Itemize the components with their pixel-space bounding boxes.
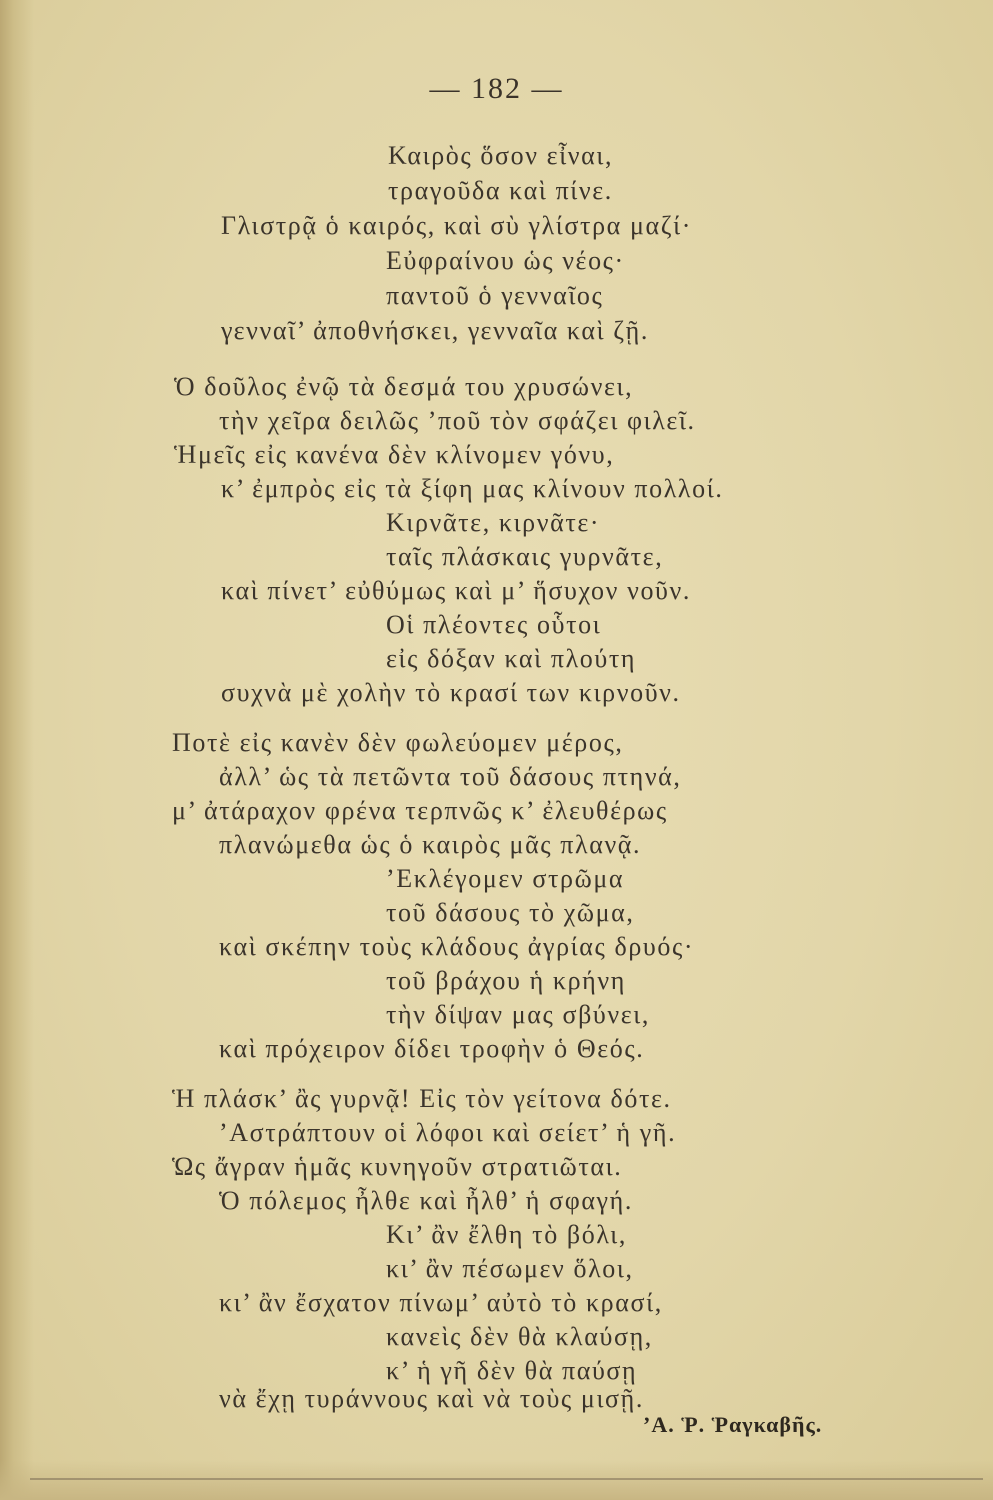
poem-line: Καιρὸς ὅσον εἶναι,	[388, 141, 614, 170]
poem-line: γενναῖ’ ἀποθνήσκει, γενναῖα καὶ ζῇ.	[221, 316, 649, 345]
poem-line: κ’ ἡ γῆ δὲν θὰ παύσῃ	[386, 1356, 638, 1385]
poem-line: Κι’ ἂν ἔλθη τὸ βόλι,	[386, 1220, 627, 1249]
poem-line: πλανώμεθα ὡς ὁ καιρὸς μᾶς πλανᾷ.	[219, 830, 642, 859]
poem-line: κανεὶς δὲν θὰ κλαύσῃ,	[386, 1322, 653, 1351]
poem-line: Γλιστρᾷ ὁ καιρός, καὶ σὺ γλίστρα μαζί·	[221, 211, 692, 240]
poem-line: τὴν δίψαν μας σβύνει,	[386, 1000, 650, 1029]
page-bottom-shadow	[0, 1460, 993, 1500]
poem-line: τοῦ βράχου ἡ κρήνη	[386, 966, 626, 995]
page-number: — 182 —	[429, 72, 564, 105]
poem-line: τὴν χεῖρα δειλῶς ’ποῦ τὸν σφάζει φιλεῖ.	[219, 406, 696, 435]
poem-line: Ὡς ἄγραν ἡμᾶς κυνηγοῦν στρατιῶται.	[172, 1152, 623, 1181]
poem-line: εἰς δόξαν καὶ πλούτη	[386, 644, 637, 673]
poem-line: νὰ ἔχῃ τυράννους καὶ νὰ τοὺς μισῇ.	[219, 1384, 644, 1413]
poem-line: παντοῦ ὁ γενναῖος	[386, 281, 604, 310]
bottom-edge-line	[30, 1478, 983, 1480]
author-signature: ’Α. Ῥ. Ῥαγκαβῆς.	[643, 1412, 823, 1437]
poem-line: τραγοῦδα καὶ πίνε.	[388, 176, 613, 205]
poem-line: κι’ ἂν πέσωμεν ὅλοι,	[386, 1254, 634, 1283]
poem-line: Εὐφραίνου ὡς νέος·	[386, 246, 625, 275]
poem-line: καὶ πίνετ’ εὐθύμως καὶ μ’ ἥσυχον νοῦν.	[221, 576, 691, 605]
poem-line: καὶ πρόχειρον δίδει τροφὴν ὁ Θεός.	[219, 1034, 645, 1063]
page-binding-shadow	[0, 0, 34, 1500]
poem-line: ’Αστράπτουν οἱ λόφοι καὶ σείετ’ ἡ γῆ.	[219, 1118, 677, 1147]
poem-line: Ποτὲ εἰς κανὲν δὲν φωλεύομεν μέρος,	[172, 728, 624, 757]
poem-line: μ’ ἀτάραχον φρένα τερπνῶς κ’ ἐλευθέρως	[172, 796, 668, 825]
poem-line: τοῦ δάσους τὸ χῶμα,	[386, 898, 635, 927]
poem-line: κ’ ἐμπρὸς εἰς τὰ ξίφη μας κλίνουν πολλοί.	[221, 474, 724, 503]
poem-line: Ἡ πλάσκ’ ἂς γυρνᾷ! Εἰς τὸν γείτονα δότε.	[172, 1084, 672, 1113]
poem-line: ’Εκλέγομεν στρῶμα	[386, 864, 625, 893]
poem-line: κι’ ἂν ἔσχατον πίνωμ’ αὐτὸ τὸ κρασί,	[219, 1288, 663, 1317]
poem-line: Οἱ πλέοντες οὗτοι	[386, 610, 602, 639]
poem-line: ἀλλ’ ὡς τὰ πετῶντα τοῦ δάσους πτηνά,	[219, 762, 682, 791]
poem-line: καὶ σκέπην τοὺς κλάδους ἀγρίας δρυός·	[219, 932, 695, 961]
poem-line: Ὁ πόλεμος ἦλθε καὶ ἦλθ’ ἡ σφαγή.	[219, 1186, 633, 1215]
poem-line: Ὁ δοῦλος ἐνῷ τὰ δεσμά του χρυσώνει,	[174, 372, 634, 401]
poem-line: ταῖς πλάσκαις γυρνᾶτε,	[386, 542, 664, 571]
poem-line: συχνὰ μὲ χολὴν τὸ κρασί των κιρνοῦν.	[221, 678, 681, 707]
poem-line: Ἡμεῖς εἰς κανένα δὲν κλίνομεν γόνυ,	[174, 440, 615, 469]
poem-line: Κιρνᾶτε, κιρνᾶτε·	[386, 508, 601, 537]
